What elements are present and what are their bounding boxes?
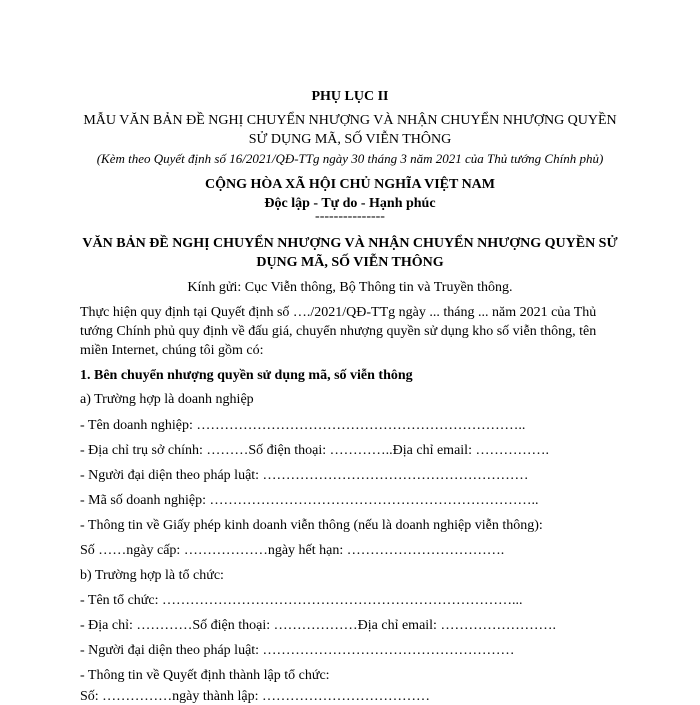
- case-b-heading: b) Trường hợp là tổ chức:: [80, 568, 224, 583]
- appendix-title-line-2: SỬ DỤNG MÃ, SỐ VIỄN THÔNG: [248, 132, 452, 147]
- document-title-line-2: DỤNG MÃ, SỐ VIỄN THÔNG: [256, 255, 444, 270]
- enterprise-license-info: - Thông tin về Giấy phép kinh doanh viễn thông (nếu là doanh nghiệp viễn thông):: [80, 518, 543, 533]
- national-name: CỘNG HÒA XÃ HỘI CHỦ NGHĨA VIỆT NAM: [204, 177, 495, 192]
- organization-representative-field: - Người đại diện theo pháp luật: ………………………………………………: [80, 643, 515, 658]
- recipient: Kính gửi: Cục Viễn thông, Bộ Thông tin và Truyền thông.: [187, 280, 513, 295]
- section-1-heading: 1. Bên chuyển nhượng quyền sử dụng mã, số viễn thông: [80, 368, 413, 383]
- intro-line-3: miền Internet, chúng tôi gồm có:: [80, 343, 264, 358]
- organization-name-field: - Tên tổ chức: …………………………………………………………………...: [80, 593, 523, 608]
- case-a-heading: a) Trường hợp là doanh nghiệp: [80, 392, 254, 407]
- national-separator: ---------------: [315, 209, 385, 224]
- organization-address-field: - Địa chỉ: …………Số điện thoại: ………………Địa chỉ email: …………………….: [80, 618, 556, 633]
- document-title-line-1: VĂN BẢN ĐỀ NGHỊ CHUYỂN NHƯỢNG VÀ NHẬN CHUYỂN NHƯỢNG QUYỀN SỬ: [82, 236, 618, 251]
- appendix-label: PHỤ LỤC II: [311, 89, 389, 104]
- enterprise-address-field: - Địa chỉ trụ sở chính: ………Số điện thoại: …………..Địa chỉ email: …………….: [80, 443, 549, 458]
- enterprise-representative-field: - Người đại diện theo pháp luật: …………………………………………………: [80, 468, 529, 483]
- appendix-title-line-1: MẪU VĂN BẢN ĐỀ NGHỊ CHUYỂN NHƯỢNG VÀ NHẬN CHUYỂN NHƯỢNG QUYỀN: [83, 113, 617, 128]
- enterprise-license-number-field: Số ……ngày cấp: ………………ngày hết hạn: …………………………….: [80, 543, 505, 558]
- enterprise-code-field: - Mã số doanh nghiệp: ……………………………………………………………..: [80, 493, 539, 508]
- enterprise-name-field: - Tên doanh nghiệp: ……………………………………………………………..: [80, 418, 526, 433]
- organization-decision-info: - Thông tin về Quyết định thành lập tổ chức:: [80, 668, 330, 683]
- appendix-reference: (Kèm theo Quyết định số 16/2021/QĐ-TTg ngày 30 tháng 3 năm 2021 của Thủ tướng Chính phủ): [96, 151, 604, 166]
- national-motto: Độc lập - Tự do - Hạnh phúc: [264, 196, 436, 211]
- organization-decision-number-field: Số: ……………ngày thành lập: ………………………………: [80, 689, 430, 704]
- intro-line-1: Thực hiện quy định tại Quyết định số …./2021/QĐ-TTg ngày ... tháng ... năm 2021 của Thủ: [80, 305, 597, 320]
- intro-line-2: tướng Chính phủ quy định về đấu giá, chuyển nhượng quyền sử dụng kho số viễn thông, tên: [80, 324, 597, 339]
